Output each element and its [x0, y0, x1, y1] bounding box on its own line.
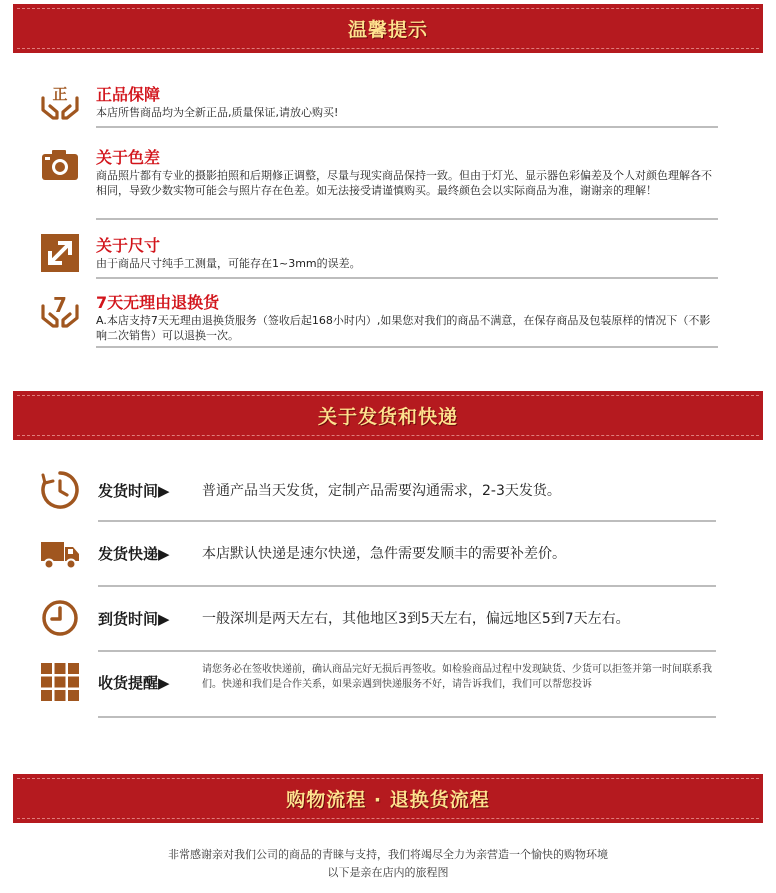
- ship-text: 普通产品当天发货，定制产品需要沟通需求，2-3天发货。: [202, 483, 561, 499]
- ship-label: 发货时间▶: [98, 482, 170, 500]
- divider: [98, 520, 716, 522]
- tip-return: [40, 290, 718, 350]
- tip-body: A.本店支持7天无理由退换货服务（签收后起168小时内）,如果您对我们的商品不满意，在保存商品及包装原样的情况下（不影响二次销售）可以退换一次。: [96, 314, 711, 342]
- shipping-banner: [13, 391, 763, 440]
- svg-text:7: 7: [53, 293, 67, 317]
- ship-label: 到货时间▶: [98, 610, 170, 628]
- ship-row-dispatch-time: [40, 470, 740, 524]
- tip-color: [40, 145, 718, 223]
- divider: [98, 585, 716, 587]
- divider: [96, 277, 718, 279]
- camera-icon: [40, 145, 80, 185]
- tips-banner-title: 温馨提示: [347, 19, 428, 41]
- tip-body: 由于商品尺寸纯手工测量，可能存在1~3mm的误差。: [96, 257, 361, 270]
- hands-seven-icon: [40, 290, 80, 330]
- ship-row-arrival-time: [40, 598, 740, 652]
- divider: [98, 650, 716, 652]
- clock-icon: [40, 598, 80, 638]
- process-banner: [13, 774, 763, 823]
- tip-size: [40, 233, 718, 281]
- divider: [96, 218, 718, 220]
- ship-text: 本店默认快递是速尔快递，急件需要发顺丰的需要补差价。: [202, 546, 566, 562]
- tip-body: 本店所售商品均为全新正品,质量保证,请放心购买!: [96, 106, 339, 119]
- tip-genuine: [40, 82, 718, 132]
- ship-label: 收货提醒▶: [98, 674, 170, 692]
- clock-cycle-icon: [40, 470, 80, 510]
- tips-banner: [13, 4, 763, 53]
- ship-text: 一般深圳是两天左右，其他地区3到5天左右，偏远地区5到7天左右。: [202, 611, 630, 627]
- tip-body: 商品照片都有专业的摄影拍照和后期修正调整，尽量与现实商品保持一致。但由于灯光、显示器色彩偏差及个人对颜色理解各不相同，导致少数实物可能会与照片存在色差。如无法接受请谨慎购买。最终颜色会以实际商品为准，谢谢亲的理解！: [96, 169, 712, 197]
- ship-label: 发货快递▶: [98, 545, 170, 563]
- tip-title: 关于色差: [96, 148, 161, 167]
- shipping-banner-title: 关于发货和快递: [317, 406, 458, 428]
- divider: [96, 346, 718, 348]
- svg-text:正: 正: [52, 85, 68, 103]
- ship-row-courier: [40, 533, 740, 587]
- divider: [98, 716, 716, 718]
- divider: [96, 126, 718, 128]
- ship-row-receipt-reminder: [40, 662, 740, 722]
- footer-thanks: 非常感谢亲对我们公司的商品的青睐与支持，我们将竭尽全力为亲营造一个愉快的购物环境: [168, 848, 608, 861]
- truck-icon: [40, 533, 80, 573]
- ship-text: 请您务必在签收快递前，确认商品完好无损后再签收。如检验商品过程中发现缺货、少货可以拒签并第一时间联系我们。快递和我们是合作关系，如果亲遇到快递服务不好，请告诉我们，我们可以帮您投诉: [202, 664, 712, 690]
- resize-arrow-icon: [40, 233, 80, 273]
- hands-genuine-icon: [40, 82, 80, 122]
- process-banner-title: 购物流程 · 退换货流程: [286, 789, 490, 811]
- tip-title: 正品保障: [96, 85, 161, 104]
- tip-title: 7天无理由退换货: [96, 293, 220, 312]
- grid-icon: [40, 662, 80, 702]
- tip-title: 关于尺寸: [96, 236, 161, 255]
- footer-journey: 以下是亲在店内的旅程图: [327, 866, 449, 879]
